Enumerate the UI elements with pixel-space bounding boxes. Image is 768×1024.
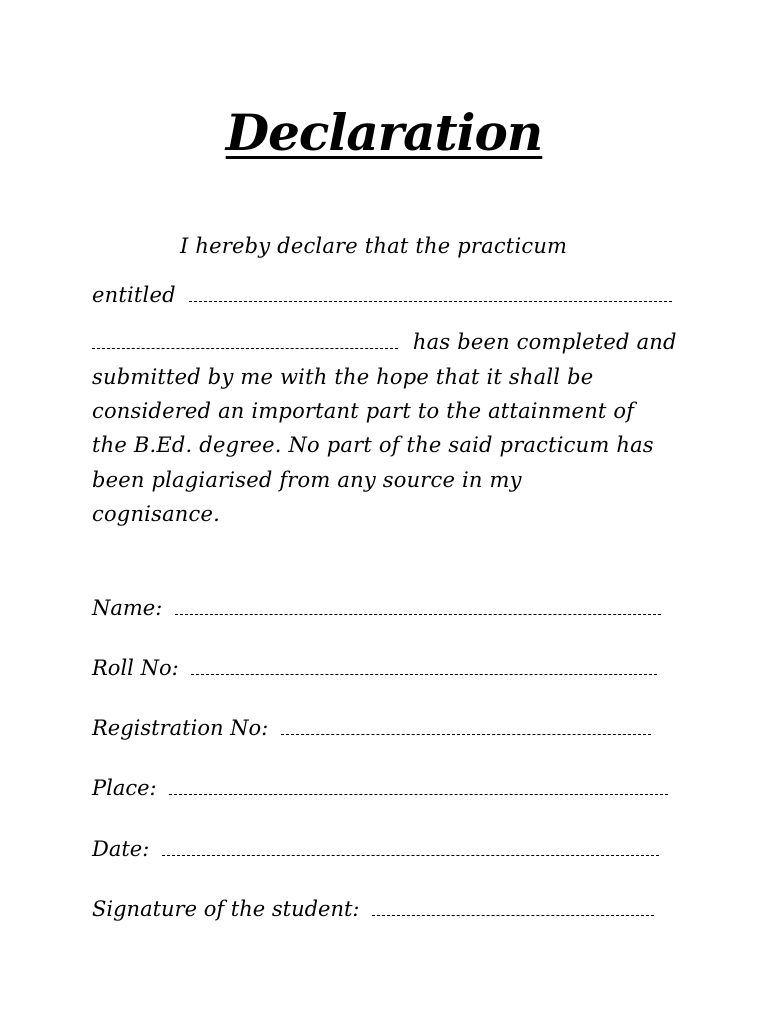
- date-field: [92, 834, 659, 864]
- registration-no-label: Registration No:: [92, 716, 269, 740]
- name-field: [92, 593, 661, 623]
- signature-label: Signature of the student:: [92, 897, 360, 921]
- place-blank[interactable]: [169, 774, 668, 795]
- completed-text: has been completed and: [412, 330, 677, 354]
- body-line-3: [92, 327, 677, 357]
- roll-no-label: Roll No:: [92, 656, 179, 680]
- signature-field: [92, 894, 654, 924]
- date-label: Date:: [92, 837, 150, 861]
- body-line-5: considered an important part to the attainment of: [92, 399, 635, 423]
- title-blank-1[interactable]: [189, 281, 672, 302]
- roll-no-blank[interactable]: [191, 654, 657, 675]
- place-label: Place:: [92, 776, 157, 800]
- body-line-4: submitted by me with the hope that it shall be: [92, 365, 594, 389]
- title-blank-2[interactable]: [92, 328, 398, 349]
- name-label: Name:: [92, 596, 163, 620]
- registration-no-blank[interactable]: [281, 714, 651, 735]
- body-line-2: [92, 280, 672, 310]
- title-text: Declaration: [225, 103, 543, 162]
- date-blank[interactable]: [162, 835, 659, 856]
- body-line-8: cognisance.: [92, 502, 220, 526]
- body-line-7: been plagiarised from any source in my: [92, 468, 522, 492]
- signature-blank[interactable]: [372, 895, 654, 916]
- registration-no-field: [92, 713, 651, 743]
- place-field: [92, 773, 668, 803]
- body-line-1: I hereby declare that the practicum: [180, 234, 568, 258]
- entitled-label: entitled: [92, 283, 176, 307]
- body-line-6: the B.Ed. degree. No part of the said practicum has: [92, 433, 654, 457]
- roll-no-field: [92, 653, 657, 683]
- name-blank[interactable]: [175, 594, 661, 615]
- page-title: [0, 98, 768, 168]
